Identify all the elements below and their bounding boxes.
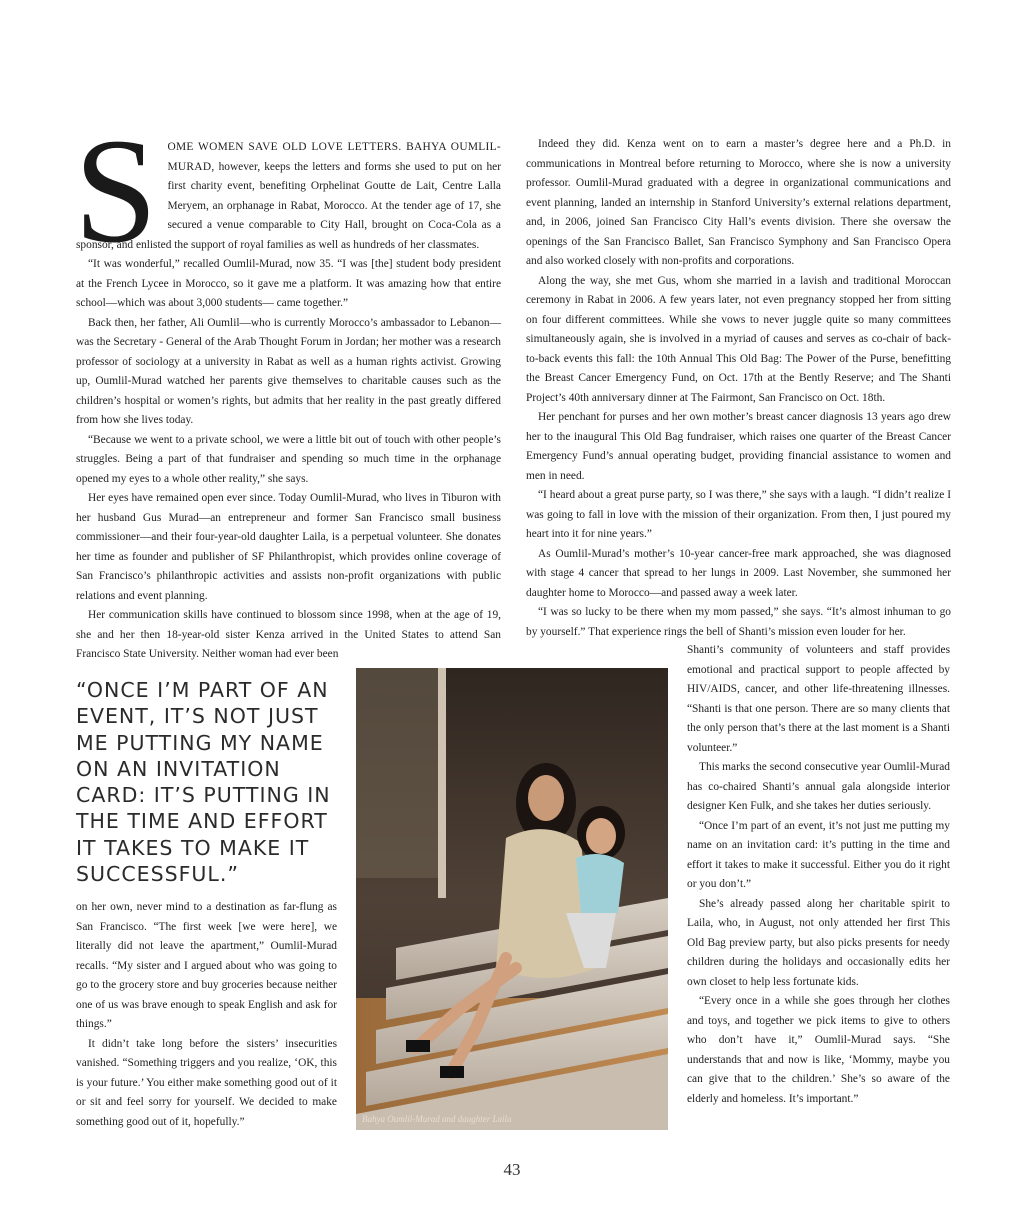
paragraph: on her own, never mind to a destination as far-flung as San Francisco. “The first week [we were here], we literally did not leave the apartment,” Oumlil-Murad recalls. “My sister and I argued about who was going to go to the grocery store and buy groceries because neither one of us was brave enough to speak English and ask for things.”	[76, 901, 337, 1030]
pull-quote: “ONCE I’M PART OF AN EVENT, IT’S NOT JUST ME PUTTING MY NAME ON AN INVITATION CARD: IT’S PUTTING IN THE TIME AND EFFORT IT TAKES TO MAKE IT SUCCESSFUL.”	[76, 678, 331, 887]
paragraph: It didn’t take long before the sisters’ insecurities vanished. “Something triggers and you realize, ‘OK, this is your future.’ You either make something good out of it or sit and feel sorry for yourself. We decided to make something good out of it, hopefully.”	[76, 1037, 337, 1128]
paragraph: “It was wonderful,” recalled Oumlil-Murad, now 35. “I was [the] student body president at the French Lycee in Morocco, so it gave me a platform. It was amazing how that entire school—which was about 3,000 students— came together.”	[76, 258, 501, 309]
paragraph: “I was so lucky to be there when my mom passed,” she says. “It’s almost inhuman to go by yourself.” That experience rings the bell of Shanti’s mission even louder for her.	[526, 606, 951, 638]
paragraph: As Oumlil-Murad’s mother’s 10-year cancer-free mark approached, she was diagnosed with stage 4 cancer that spread to her lungs in 2009. Last November, she summoned her daughter home to Morocco—and passed away a week later.	[526, 547, 951, 599]
paragraph: “Once I’m part of an event, it’s not just me putting my name on an invitation card: it’s putting in the time and effort it takes to make it successful. Either you do it right or you don’t.”	[687, 819, 950, 890]
article-column-3	[687, 641, 950, 1109]
paragraph: Along the way, she met Gus, whom she married in a lavish and traditional Moroccan ceremony in Rabat in 2006. A few years later, not even pregnancy stopped her from sitting on four different committees. While she vows to never juggle quite so many committees simultaneously again, she is involved in a myriad of causes and serves as co-chair of back-to-back events this fall: the 10th Annual This Old Bag: The Power of the Purse, benefitting the Breast Cancer Emergency Fund, on Oct. 17th at the Bently Reserve; and The Shanti Project’s 40th anniversary dinner at The Fairmont, San Francisco on Oct. 18th.	[526, 274, 951, 404]
paragraph: Indeed they did. Kenza went on to earn a master’s degree here and a Ph.D. in communications in Montreal before returning to Morocco, where she is now a university professor. Oumlil-Murad graduated with a degree in organizational communications and event planning, landed an internship in Stanford University’s external relations department, and, in 2006, joined San Francisco City Hall’s events division. There she oversaw the openings of the San Francisco Ballet, San Francisco Symphony and San Francisco Opera and also worked closely with non-profits and corporations.	[526, 138, 951, 267]
article-column-1	[74, 108, 501, 665]
paragraph: Her eyes have remained open ever since. Today Oumlil-Murad, who lives in Tiburon with her husband Gus Murad—an entrepreneur and former San Francisco small business commissioner—and their four-year-old daughter Laila, is a perpetual volunteer. She donates her time as founder and publisher of SF Philanthropist, which provides online coverage of San Francisco’s philanthropic activities and assists non-profit organizations with public relations and event planning.	[76, 492, 501, 602]
lead-caps: OME WOMEN SAVE OLD LOVE LETTERS. BAHYA OUMLIL-MURAD,	[167, 141, 501, 173]
drop-cap: S	[74, 108, 158, 274]
photo	[356, 668, 668, 1130]
article-column-1-continued	[76, 898, 337, 1132]
paragraph: “Every once in a while she goes through her clothes and toys, and together we pick items to give to others who don’t have it,” Oumlil-Murad says. “She understands that and now is like, ‘Mommy, maybe you can give that to the children.’ She’s so aware of the elderly and homeless. It’s important.”	[687, 995, 950, 1105]
paragraph: Her penchant for purses and her own mother’s breast cancer diagnosis 13 years ago drew her to the inaugural This Old Bag fundraiser, which raises one quarter of the Breast Cancer Emergency Fund’s annual operating budget, providing financial assistance to women and men in need.	[526, 411, 951, 482]
paragraph: This marks the second consecutive year Oumlil-Murad has co-chaired Shanti’s annual gala alongside interior designer Ken Fulk, and she takes her duties seriously.	[687, 761, 950, 812]
page-number: 43	[503, 1160, 521, 1179]
article-column-2	[526, 135, 951, 642]
photo-caption: Bahya Oumlil-Murad and daughter Laila	[362, 1114, 512, 1124]
lead-text: however, keeps the letters and forms she used to put on her first charity event, benefiting Orphelinat Goutte de Lait, Centre Lalla Meryem, an orphanage in Rabat, Morocco. At the tender age of 17, she secured a venue comparable to City Hall, brought on Coca-Cola as a sponsor, and enlisted the support of royal families as well as hundreds of her classmates.	[76, 160, 501, 251]
paragraph: Shanti’s community of volunteers and staff provides emotional and practical support to people affected by HIV/AIDS, cancer, and other life-threatening illnesses. “Shanti is that one person. There are so many clients that the only person that’s there at the last moment is a Shanti volunteer.”	[687, 644, 950, 754]
paragraph: Back then, her father, Ali Oumlil—who is currently Morocco’s ambassador to Lebanon—was the Secretary - General of the Arab Thought Forum in Jordan; her mother was a research professor of sociology at a university in Rabat as well as a human rights activist. Growing up, Oumlil-Murad watched her parents give themselves to charitable causes such as the children’s hospital or women’s rights, but admits that her reality in the past greatly differed from how she lives today.	[76, 316, 501, 426]
paragraph: Her communication skills have continued to blossom since 1998, when at the age of 19, she and her then 18-year-old sister Kenza arrived in the United States to attend San Francisco State University. Neither woman had ever been	[76, 609, 501, 660]
paragraph: She’s already passed along her charitable spirit to Laila, who, in August, not only attended her first This Old Bag preview party, but also picks presents for needy children during the holidays and occasionally edits her own closet to help less fortunate kids.	[687, 897, 950, 988]
paragraph: “Because we went to a private school, we were a little bit out of touch with other people’s struggles. Being a part of that fundraiser and spending so much time in the orphanage opened my eyes to a whole other reality,” she says.	[76, 433, 501, 485]
paragraph: “I heard about a great purse party, so I was there,” she says with a laugh. “I didn’t realize I was going to fall in love with the mission of their organization. From then, I just poured my heart into it for nine years.”	[526, 489, 951, 540]
photo-illustration	[356, 668, 668, 1130]
